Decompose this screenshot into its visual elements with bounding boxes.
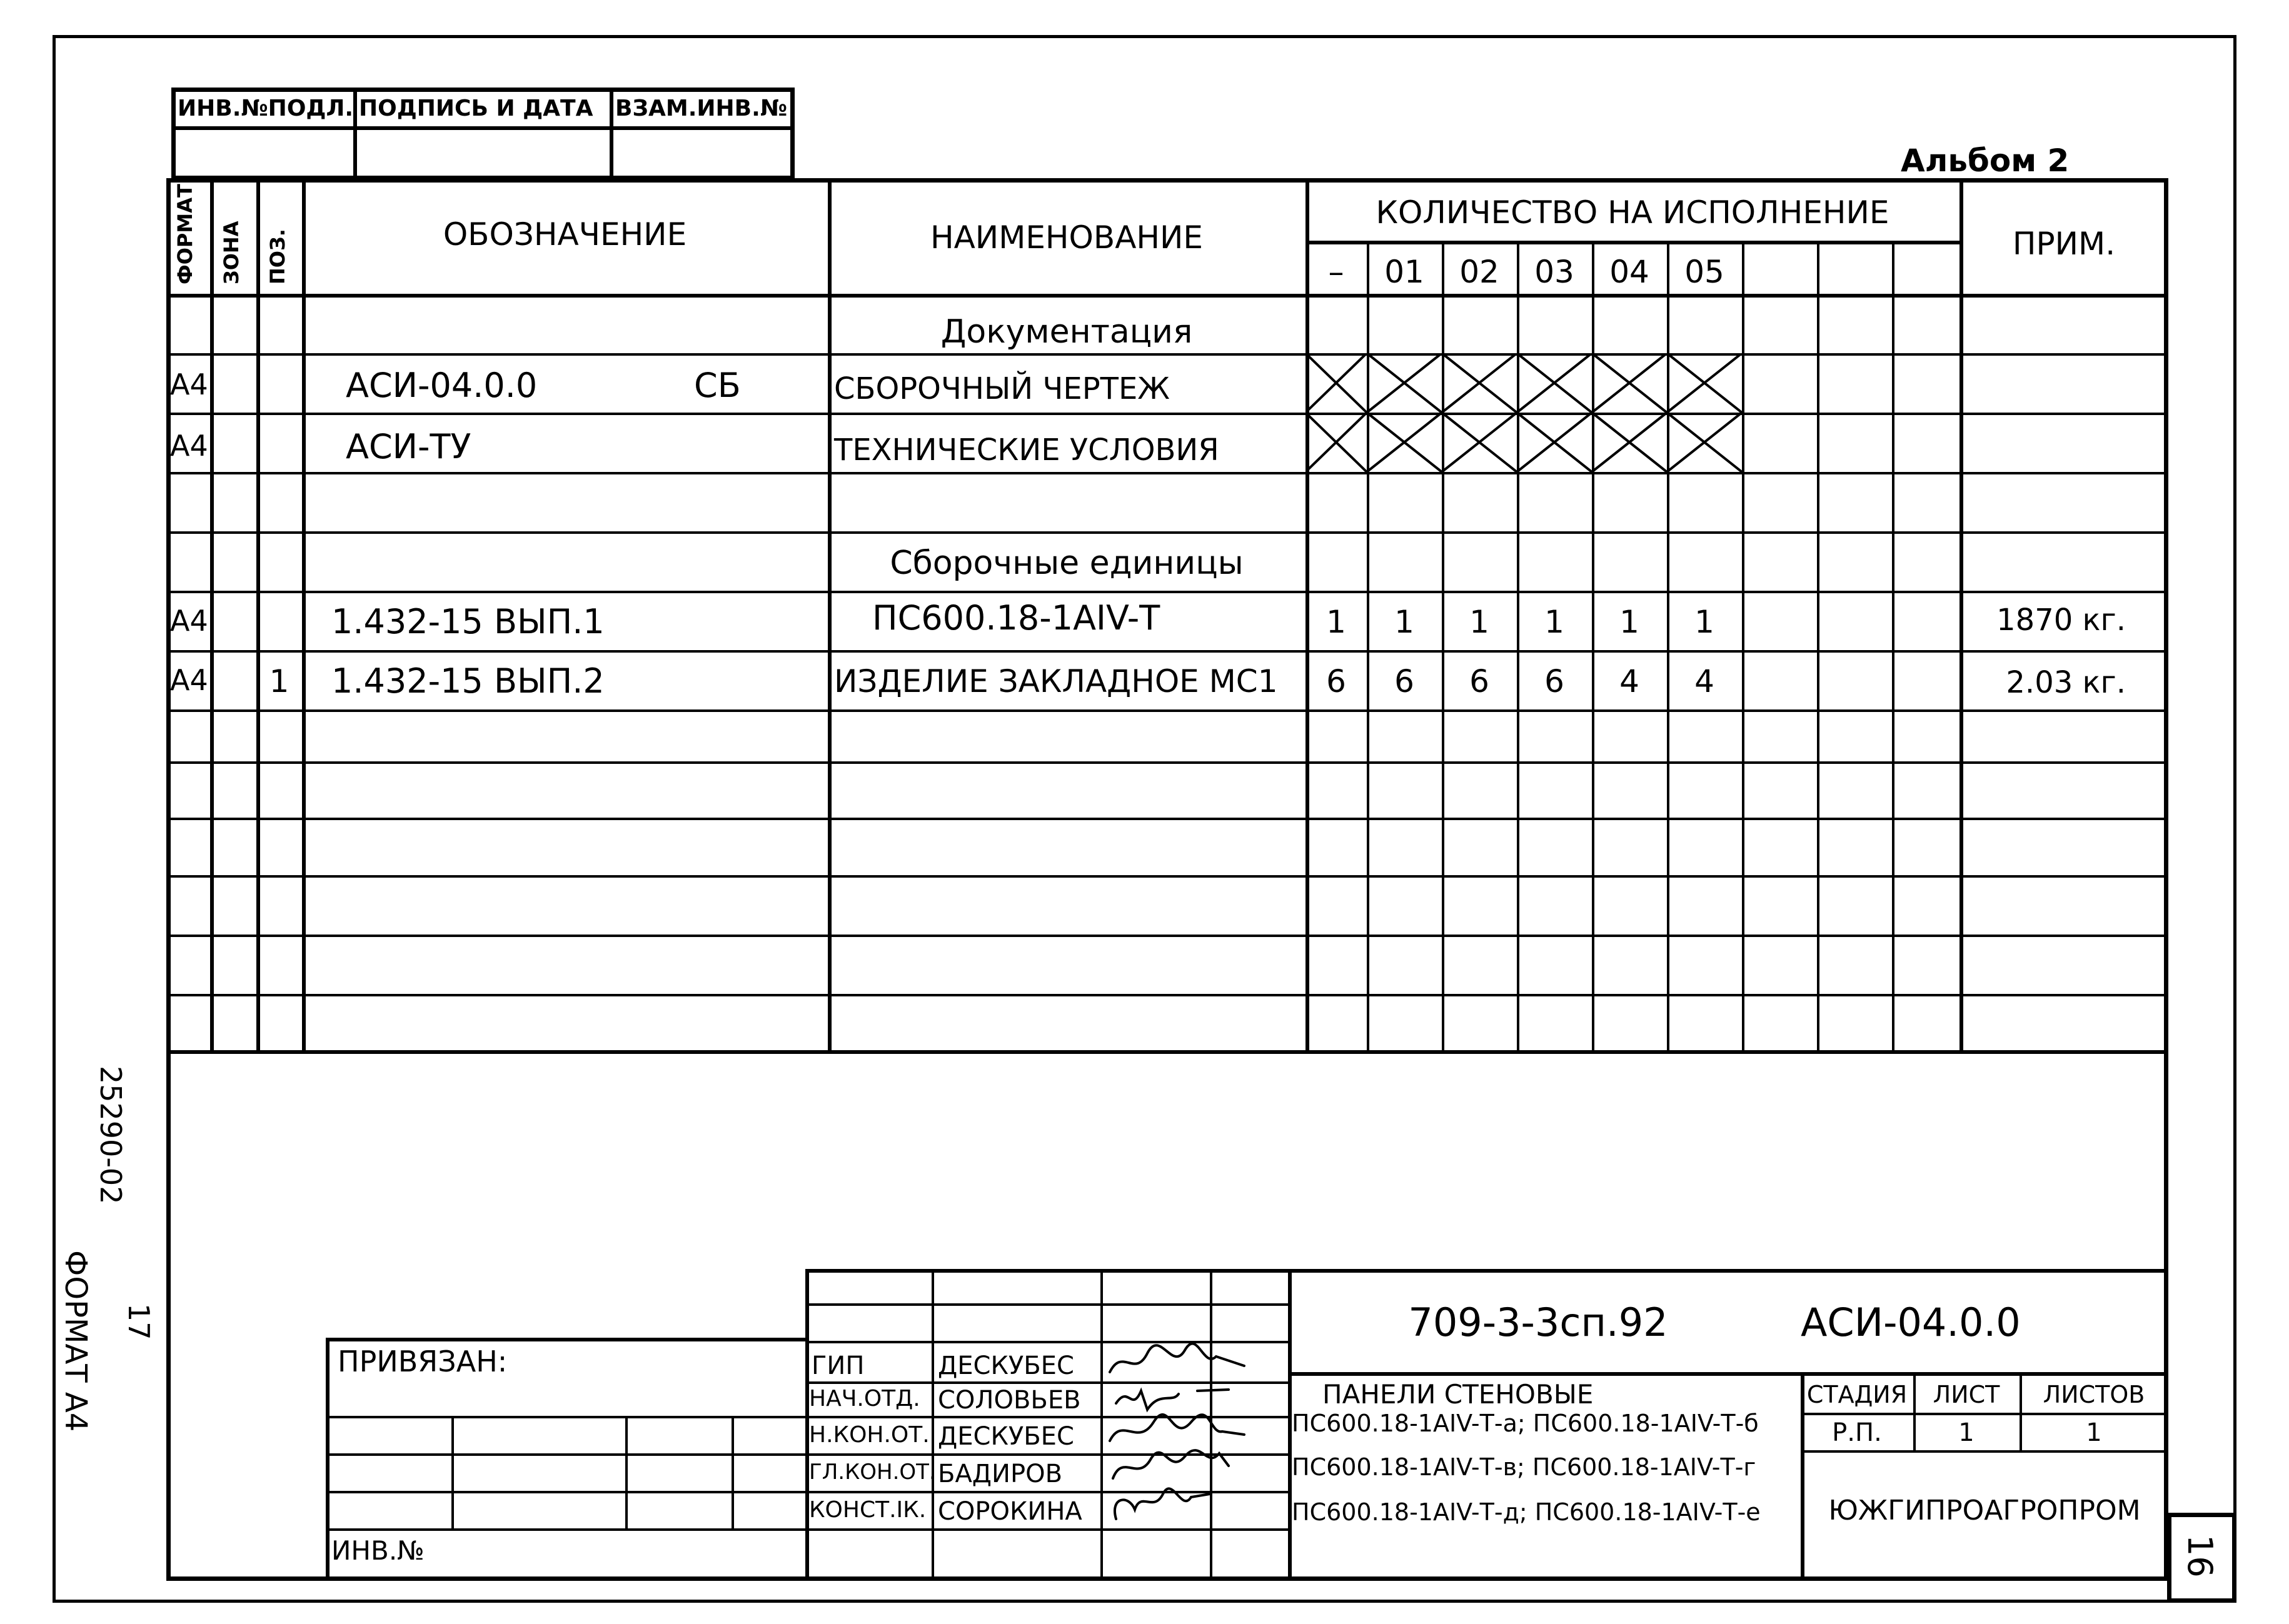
sheets-value: 1 — [2086, 1418, 2102, 1447]
row-qty: 1 — [1619, 604, 1639, 640]
role-name: СОЛОВЬЕВ — [938, 1386, 1081, 1415]
row-name: ИЗДЕЛИЕ ЗАКЛАДНОЕ МС1 — [834, 663, 1278, 699]
row-designation-suffix: СБ — [694, 366, 741, 405]
row-qty: 4 — [1694, 663, 1714, 699]
margin-number: 25290-02 — [94, 1066, 128, 1205]
variant-header: 01 — [1384, 254, 1424, 290]
role-label: ГИП — [812, 1351, 865, 1380]
variant-header: 03 — [1534, 254, 1574, 290]
row-qty: 1 — [1394, 604, 1414, 640]
section-heading-documentation: Документация — [940, 313, 1193, 351]
title-line: ПС600.18-1АIV-Т-д; ПС600.18-1АIV-Т-е — [1292, 1498, 1761, 1526]
role-name: БАДИРОВ — [938, 1460, 1063, 1488]
sheet-value: 1 — [1958, 1418, 1975, 1447]
header-note: ПРИМ. — [2012, 226, 2116, 262]
role-label: НАЧ.ОТД. — [809, 1386, 920, 1411]
header-zone: ЗОНА — [219, 221, 243, 284]
row-qty: 6 — [1544, 663, 1564, 699]
sheet-label: ЛИСТ — [1933, 1381, 2000, 1408]
margin-format: ФОРМАТ А4 — [58, 1250, 93, 1432]
header-qty-title: КОЛИЧЕСТВО НА ИСПОЛНЕНИЕ — [1376, 194, 1889, 231]
row-qty: 1 — [1469, 604, 1489, 640]
row-designation: АСИ-04.0.0 — [346, 366, 538, 405]
variant-header: – — [1328, 254, 1344, 290]
row-note: 2.03 кг. — [2006, 665, 2126, 700]
signatures — [1104, 1341, 1247, 1528]
role-name: ДЕСКУБЕС — [938, 1351, 1074, 1380]
row-format: А4 — [170, 604, 208, 638]
role-label: ГЛ.КОН.ОТ. — [809, 1460, 936, 1485]
row-name: ПС600.18-1АIV-Т — [872, 598, 1160, 638]
title-line: ПС600.18-1АIV-Т-в; ПС600.18-1АIV-Т-г — [1292, 1453, 1756, 1481]
row-qty: 1 — [1544, 604, 1564, 640]
variant-header: 02 — [1459, 254, 1499, 290]
role-name: СОРОКИНА — [938, 1497, 1082, 1526]
inv-no-label: ИНВ.№ — [331, 1535, 425, 1566]
stage-label: СТАДИЯ — [1806, 1381, 1908, 1408]
top-stamp-inv: ИНВ.№ПОДЛ. — [178, 96, 354, 121]
title-line: ПАНЕЛИ СТЕНОВЫЕ — [1322, 1379, 1594, 1410]
title-line: ПС600.18-1АIV-Т-а; ПС600.18-1АIV-Т-б — [1292, 1410, 1759, 1437]
stage-value: Р.П. — [1832, 1418, 1882, 1447]
row-qty: 1 — [1326, 604, 1346, 640]
sheets-label: ЛИСТОВ — [2043, 1381, 2145, 1408]
margin-sheet: 17 — [122, 1303, 156, 1340]
page-number: 16 — [2180, 1535, 2220, 1578]
row-format: А4 — [170, 663, 208, 697]
row-format: А4 — [170, 429, 208, 463]
organization: ЮЖГИПРОАГРОПРОМ — [1828, 1495, 2141, 1526]
privyazan-label: ПРИВЯЗАН: — [338, 1345, 508, 1378]
role-label: Н.КОН.ОТ. — [809, 1422, 930, 1448]
project-code: 709-3-3сп.92 — [1408, 1300, 1668, 1345]
header-pos: ПОЗ. — [266, 229, 289, 284]
row-designation: 1.432-15 ВЫП.2 — [331, 661, 605, 701]
variant-header: 04 — [1609, 254, 1649, 290]
row-name: ТЕХНИЧЕСКИЕ УСЛОВИЯ — [834, 433, 1219, 468]
row-name: СБОРОЧНЫЙ ЧЕРТЕЖ — [834, 371, 1170, 406]
row-qty: 6 — [1394, 663, 1414, 699]
top-stamp-signature: ПОДПИСЬ И ДАТА — [359, 96, 593, 121]
row-qty: 6 — [1469, 663, 1489, 699]
role-label: КОНСТ.IК. — [809, 1497, 927, 1523]
variant-header: 05 — [1684, 254, 1724, 290]
section-heading-assembly: Сборочные единицы — [890, 544, 1244, 582]
header-name: НАИМЕНОВАНИЕ — [930, 219, 1203, 256]
row-note: 1870 кг. — [1996, 603, 2126, 638]
row-qty: 6 — [1326, 663, 1346, 699]
row-pos: 1 — [269, 663, 289, 699]
header-designation: ОБОЗНАЧЕНИЕ — [443, 216, 687, 253]
role-name: ДЕСКУБЕС — [938, 1422, 1074, 1451]
row-qty: 1 — [1694, 604, 1714, 640]
row-designation: АСИ-ТУ — [346, 427, 471, 466]
doc-code: АСИ-04.0.0 — [1801, 1300, 2021, 1345]
album-label: Альбом 2 — [1901, 143, 2070, 179]
row-format: А4 — [170, 368, 208, 401]
header-format: ФОРМАТ — [173, 184, 197, 284]
row-designation: 1.432-15 ВЫП.1 — [331, 602, 605, 641]
top-stamp-replace: ВЗАМ.ИНВ.№ — [615, 96, 788, 121]
cross-marks — [1305, 353, 1742, 472]
row-qty: 4 — [1619, 663, 1639, 699]
